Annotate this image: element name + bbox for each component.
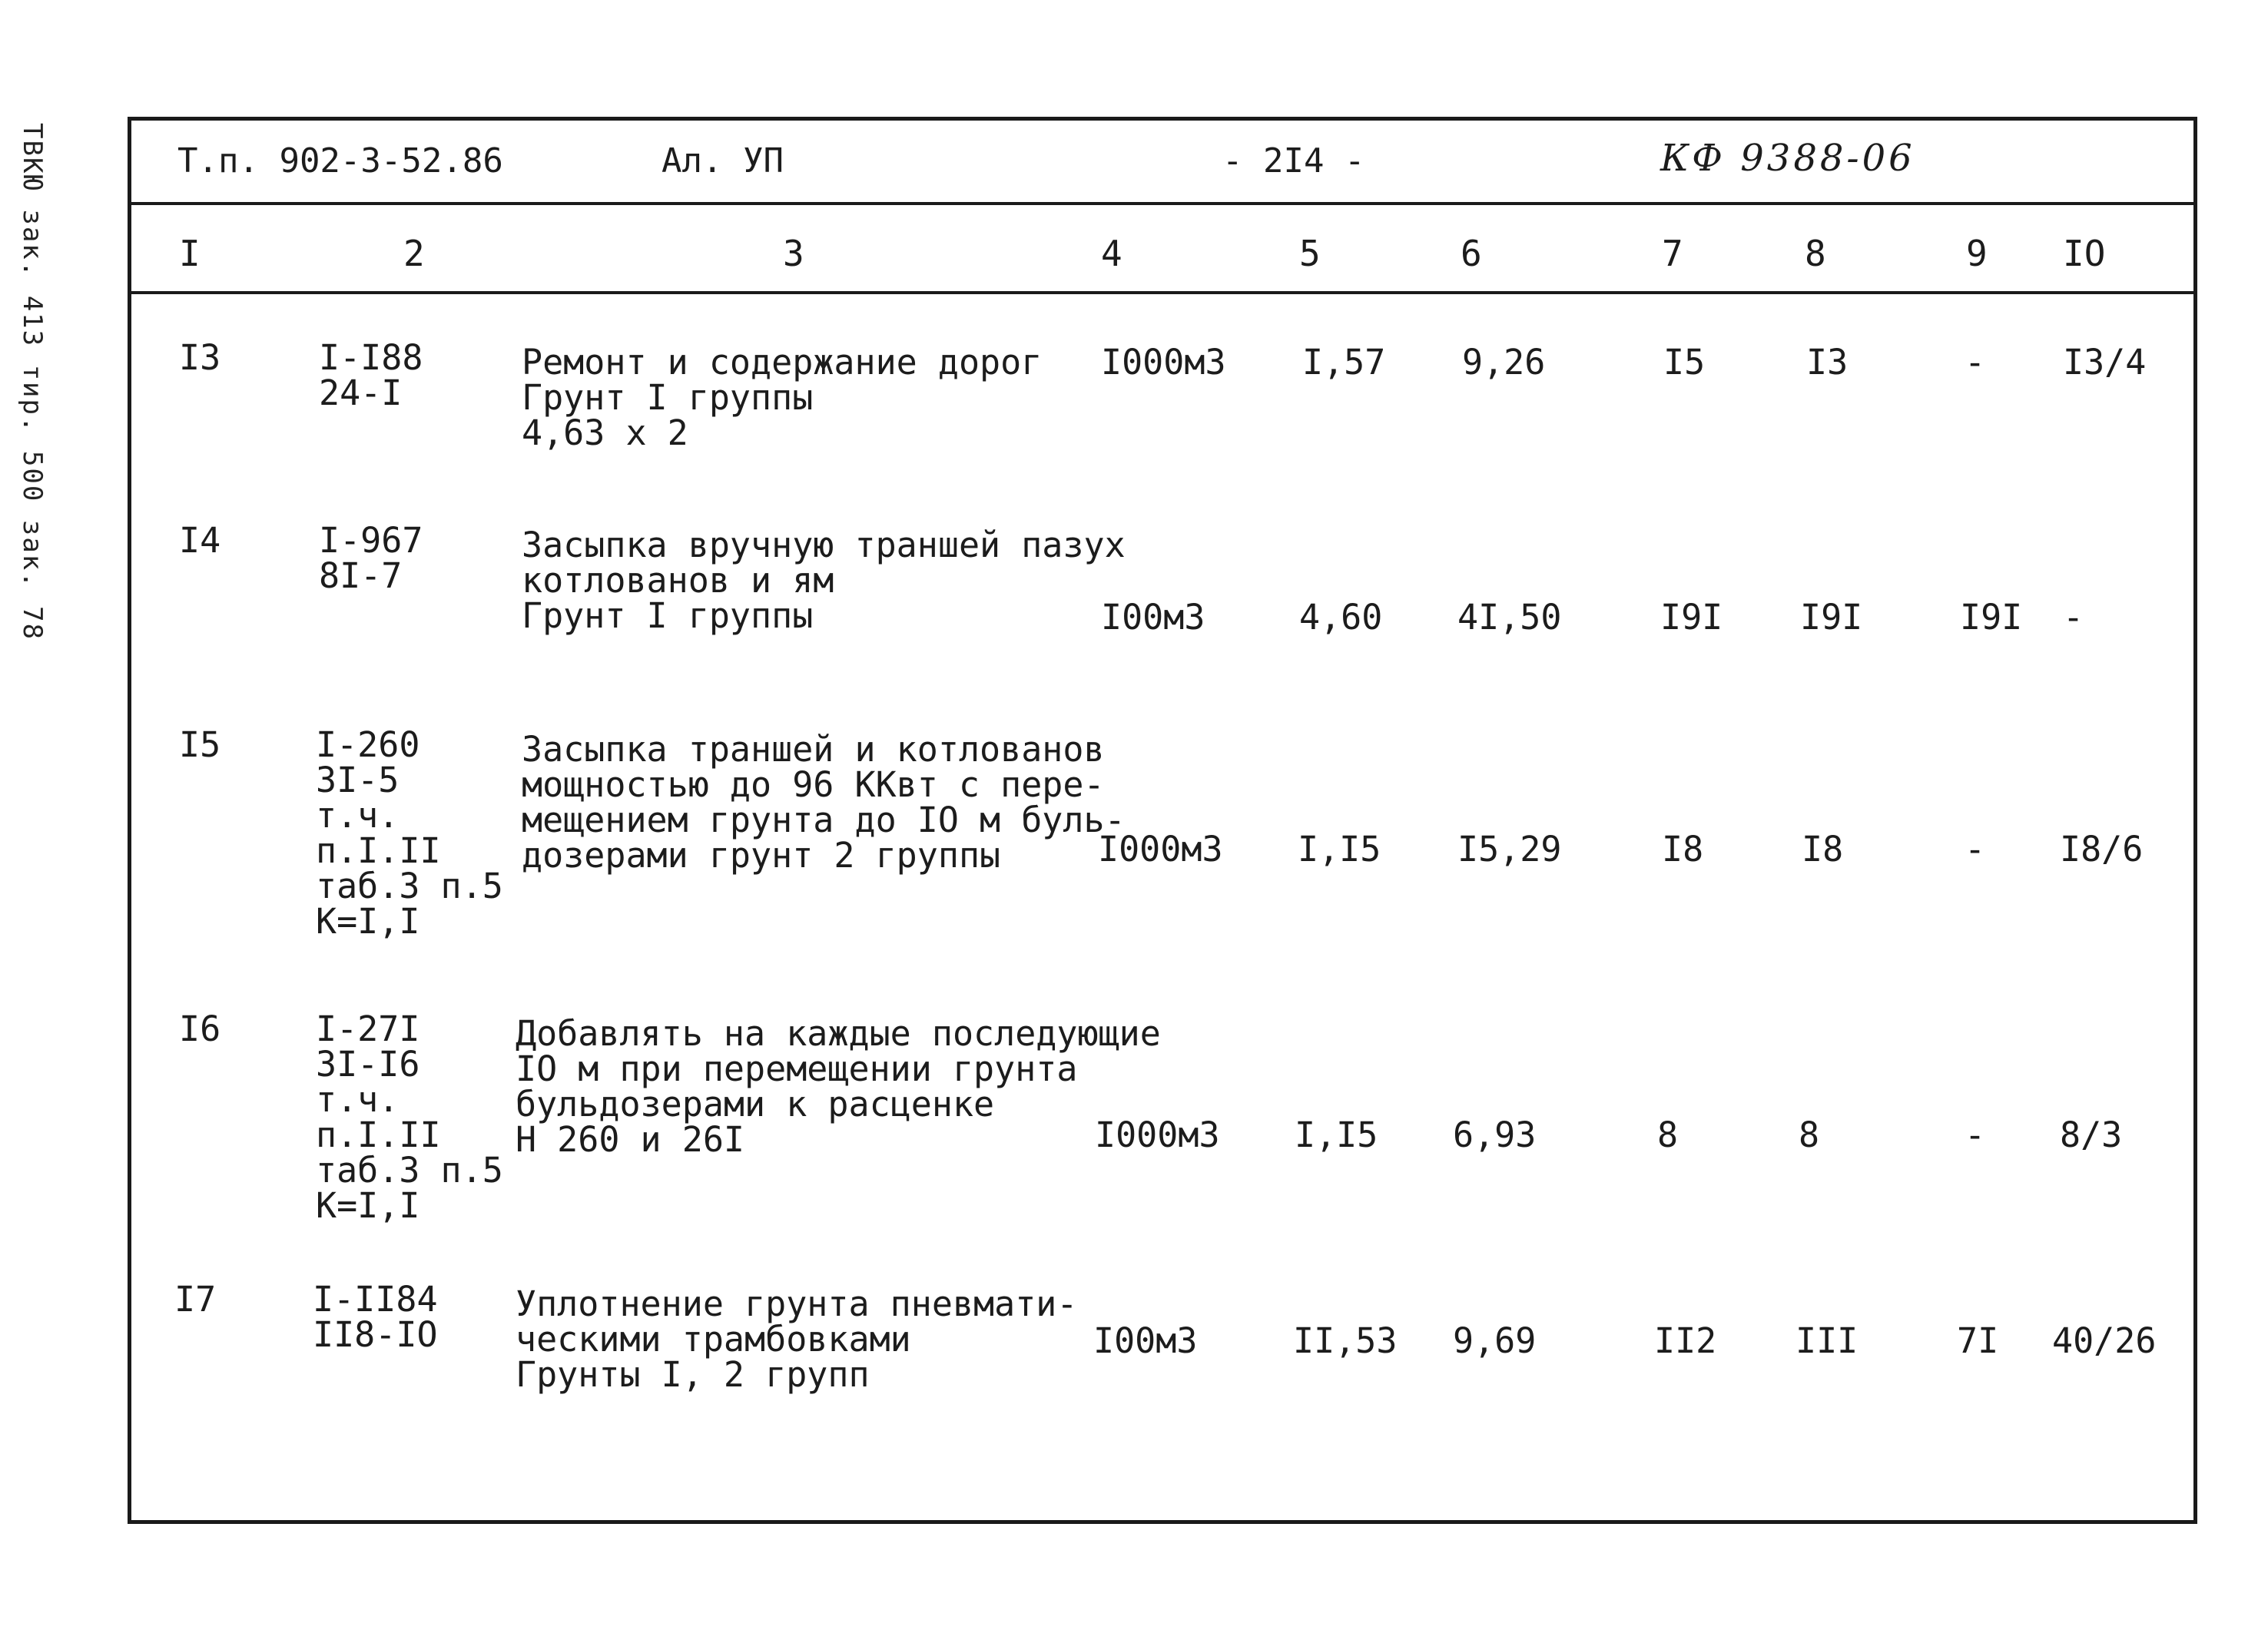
col6-value: I5,29	[1457, 829, 1562, 869]
col-header-1: I	[179, 233, 201, 274]
row-number: I7	[174, 1279, 217, 1320]
work-description: Ремонт и содержание дорог Грунт I группы 4,63 х 2	[522, 342, 1043, 453]
col6-value: 6,93	[1453, 1115, 1537, 1155]
unit: I000м3	[1095, 1115, 1220, 1155]
document-frame	[128, 117, 2197, 1524]
col7-value: I8	[1662, 829, 1704, 869]
unit: I00м3	[1101, 597, 1205, 638]
col5-value: I,I5	[1298, 829, 1381, 869]
col10-value: I8/6	[2060, 829, 2144, 869]
rate-code: I-II84 II8-IO	[313, 1279, 438, 1355]
col-header-7: 7	[1662, 233, 1683, 274]
work-description: Засыпка вручную траншей пазух котлованов и ям Грунт I группы	[522, 525, 1126, 636]
col7-value: I9I	[1660, 597, 1723, 638]
page-number: - 2I4 -	[1222, 141, 1365, 181]
col-header-2: 2	[403, 233, 425, 274]
header-rule	[131, 202, 2193, 205]
col-header-4: 4	[1101, 233, 1122, 274]
col7-value: 8	[1657, 1115, 1679, 1155]
rate-code: I-967 8I-7	[319, 520, 423, 596]
rate-code: I-I88 24-I	[319, 337, 423, 413]
unit: I00м3	[1093, 1320, 1198, 1361]
col5-value: I,I5	[1295, 1115, 1378, 1155]
side-stamp: ТВКЮ зак. 413 тир. 500 зак. 78	[17, 123, 48, 641]
col7-value: II2	[1654, 1320, 1717, 1361]
col10-value: 8/3	[2060, 1115, 2123, 1155]
doc-code: КФ 9388-06	[1660, 137, 1915, 180]
album-label: Ал. УП	[662, 141, 784, 181]
work-description: Добавлять на каждые последующие IO м при перемещении грунта бульдозерами к расценке Н 260 и 26I	[516, 1013, 1161, 1160]
col8-value: III	[1796, 1320, 1858, 1361]
rate-code: I-27I 3I-I6 т.ч. п.I.II таб.3 п.5 К=I,I	[316, 1009, 503, 1226]
row-number: I3	[179, 337, 221, 378]
col9-value: 7I	[1957, 1320, 1999, 1361]
col6-value: 9,26	[1462, 342, 1546, 383]
work-description: Засыпка траншей и котлованов мощностью до 96 ККвт с пере- мещением грунта до IO м буль- дозерами грунт 2 группы	[522, 729, 1126, 876]
col-header-8: 8	[1805, 233, 1826, 274]
row-number: I5	[179, 724, 221, 765]
col-header-3: 3	[783, 233, 804, 274]
col5-value: 4,60	[1299, 597, 1383, 638]
columns-rule	[131, 291, 2193, 294]
col9-value: -	[1965, 342, 1986, 383]
unit: I000м3	[1101, 342, 1226, 383]
col9-value: -	[1965, 829, 1986, 869]
col-header-10: IO	[2063, 233, 2106, 274]
col-header-9: 9	[1966, 233, 1988, 274]
col6-value: 4I,50	[1457, 597, 1562, 638]
col7-value: I5	[1663, 342, 1706, 383]
unit: I000м3	[1098, 829, 1223, 869]
col9-value: I9I	[1960, 597, 2023, 638]
col8-value: I9I	[1800, 597, 1863, 638]
col5-value: I,57	[1302, 342, 1386, 383]
col-header-6: 6	[1461, 233, 1482, 274]
col8-value: I8	[1802, 829, 1844, 869]
col-header-5: 5	[1299, 233, 1321, 274]
col10-value: I3/4	[2063, 342, 2147, 383]
row-number: I4	[179, 520, 221, 561]
col9-value: -	[1965, 1115, 1986, 1155]
col10-value: 40/26	[2052, 1320, 2157, 1361]
col5-value: II,53	[1293, 1320, 1398, 1361]
col8-value: I3	[1806, 342, 1849, 383]
col10-value: -	[2063, 597, 2084, 638]
row-number: I6	[179, 1009, 221, 1049]
rate-code: I-260 3I-5 т.ч. п.I.II таб.3 п.5 К=I,I	[316, 724, 503, 942]
doc-id: Т.п. 902-3-52.86	[177, 141, 503, 181]
col8-value: 8	[1799, 1115, 1820, 1155]
work-description: Уплотнение грунта пневмати- ческими трамбовками Грунты I, 2 групп	[516, 1284, 1078, 1395]
col6-value: 9,69	[1453, 1320, 1537, 1361]
